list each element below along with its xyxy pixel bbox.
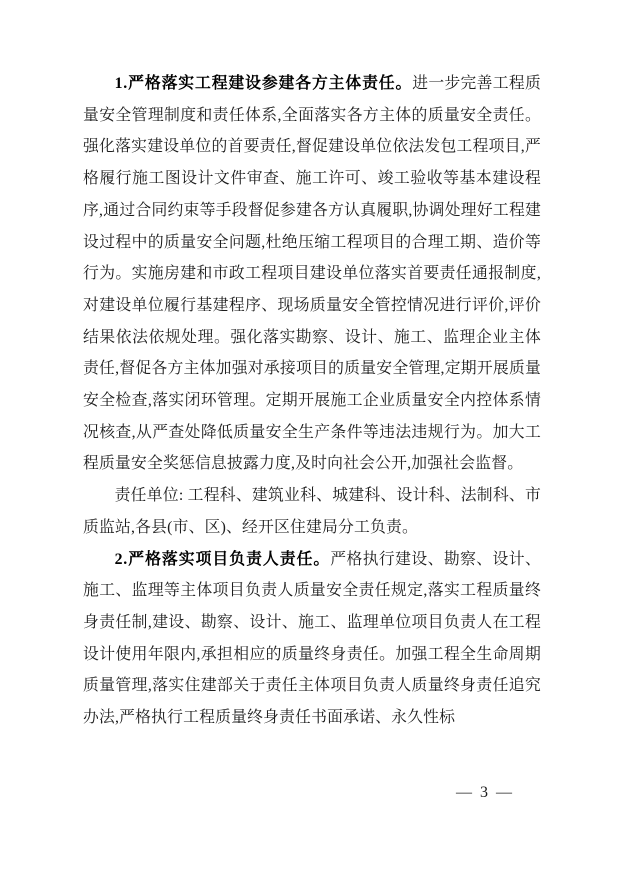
paragraph-1-heading: 1.严格落实工程建设参建各方主体责任。 — [114, 75, 413, 92]
paragraph-1-text: 进一步完善工程质量安全管理制度和责任体系,全面落实各方主体的质量安全责任。强化落实建设单位的首要责任,督促建设单位依法发包工程项目,严格履行施工图设计文件审查、施工许可、竣工验收等基本建设程序,通过合同约束等手段督促参建各方认真履职,协调处理好工程建设过程中的质量安全问题,杜绝压缩工程项目的合理工期、造价等行为。实施房建和市政工程项目建设单位落实首要责任通报制度,对建设单位履行基建程序、现场质量安全管控情况进行评价,评价结果依法依规处理。强化落实勘察、设计、施工、监理企业主体责任,督促各方主体加强对承接项目的质量安全管理,定期开展质量安全检查,落实闭环管理。定期开展施工企业质量安全内控体系情况核查,从严查处降低质量安全生产条件等违法违规行为。加大工程质量安全奖惩信息披露力度,及时向社会公开,加强社会监督。 — [83, 75, 541, 473]
document-body — [83, 68, 541, 734]
paragraph-1 — [83, 68, 541, 480]
page-number: — 3 — — [456, 784, 514, 801]
paragraph-3-heading: 2.严格落实项目负责人责任。 — [114, 550, 331, 568]
paragraph-3 — [83, 544, 541, 734]
paragraph-2-responsible-units — [83, 480, 541, 543]
paragraph-3-text: 严格执行建设、勘察、设计、施工、监理等主体项目负责人质量安全责任规定,落实工程质量终身责任制,建设、勘察、设计、施工、监理单位项目负责人在工程设计使用年限内,承担相应的质量终身责任。加强工程全生命周期质量管理,落实住建部关于责任主体项目负责人质量终身责任追究办法,严格执行工程质量终身责任书面承诺、永久性标 — [83, 550, 541, 727]
paragraph-2-text: 责任单位: 工程科、建筑业科、城建科、设计科、法制科、市质监站,各县(市、区)、经开区住建局分工负责。 — [83, 487, 541, 536]
